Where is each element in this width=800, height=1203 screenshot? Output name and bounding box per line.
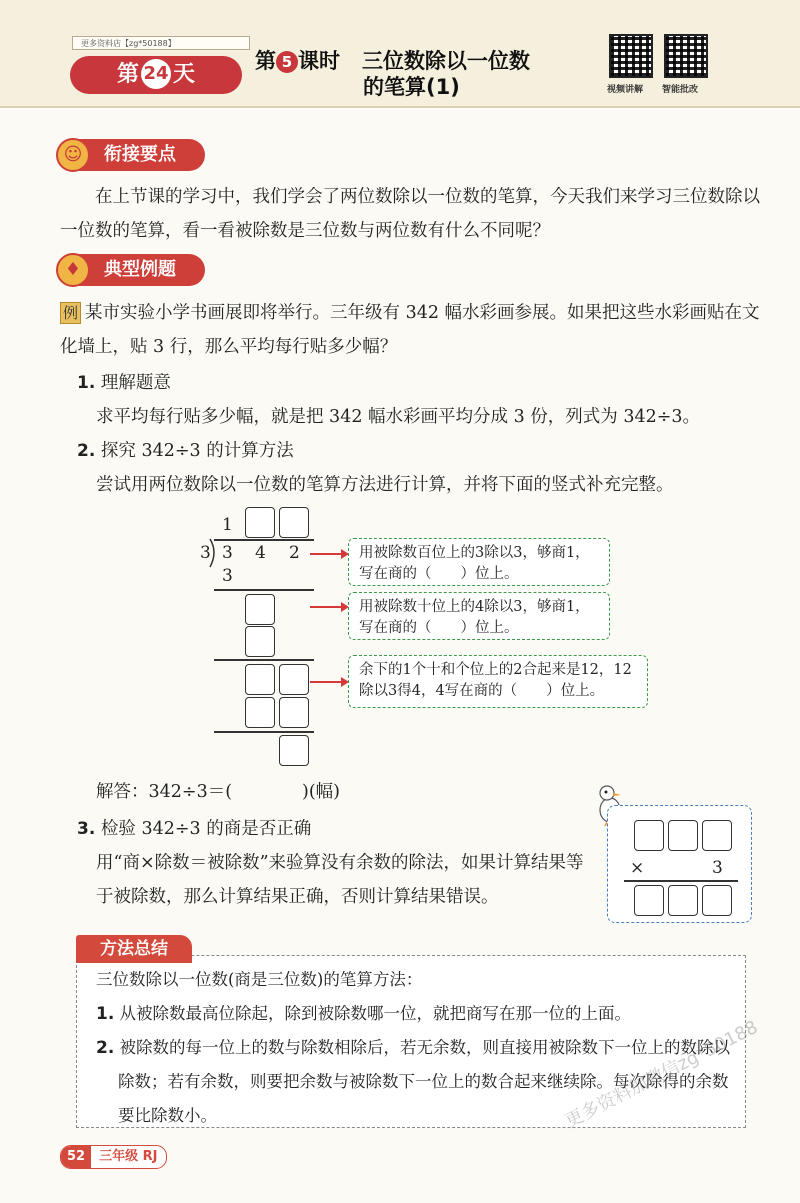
step-1-title: 理解题意 <box>100 373 171 393</box>
grade-label <box>91 1146 165 1168</box>
qr-caption-video: 视频讲解 <box>607 85 644 95</box>
shop-label: 更多资料店【zg*50188】 <box>72 36 250 50</box>
example-text: 某市实验小学书画展即将举行。三年级有 342 幅水彩画参展。如果把这些水彩画贴在文化墙上，贴 3 行，那么平均每行贴多少幅？ <box>60 303 760 357</box>
remainder-box-tens[interactable] <box>245 664 275 695</box>
step-1-text: 求平均每行贴多少幅，就是把 342 幅水彩画平均分成 3 份，列式为 342÷3。 <box>96 407 701 427</box>
intro-paragraph: 在上节课的学习中，我们学会了两位数除以一位数的笔算，今天我们来学习三位数除以一位数的笔算，看一看被除数是三位数与两位数有什么不同呢？ <box>60 187 760 241</box>
step-1-heading <box>77 366 171 400</box>
check-box-2[interactable] <box>668 820 698 851</box>
callout-tens: 用被除数十位上的4除以3，够商1，写在商的（ ）位上。 <box>348 592 610 640</box>
title-line1: 三位数除以一位数 <box>361 49 530 73</box>
method-item-2-number: 2. <box>96 1038 115 1058</box>
day-badge <box>70 56 242 94</box>
step-3-number: 3. <box>77 819 96 839</box>
callout-ones: 余下的1个十和个位上的2合起来是12，12除以3得4，4写在商的（ ）位上。 <box>348 655 648 708</box>
step-3-title: 检验 342÷3 的商是否正确 <box>100 819 312 839</box>
qr-code-video[interactable] <box>609 34 653 78</box>
arrow-2 <box>310 606 342 608</box>
day-suffix: 天 <box>173 62 196 87</box>
first-product: 3 <box>222 566 233 586</box>
day-prefix: 第 <box>116 62 139 87</box>
remainder-box-ones[interactable] <box>279 664 309 695</box>
check-multiplier: 3 <box>712 858 723 878</box>
line-3 <box>214 731 314 733</box>
bag-icon: ♦ <box>56 253 90 287</box>
section-badge-examples: 典型例题 <box>60 254 205 286</box>
line-2 <box>214 659 314 661</box>
step-2-text: 尝试用两位数除以一位数的笔算方法进行计算，并将下面的竖式补充完整。 <box>96 475 674 495</box>
title-line2: 的笔算(1) <box>363 75 460 99</box>
dividend-hundreds: 3 <box>222 543 233 563</box>
check-box-1[interactable] <box>634 820 664 851</box>
page-footer-badge <box>60 1145 167 1169</box>
division-bracket <box>208 538 220 568</box>
product-box-tens[interactable] <box>245 697 275 728</box>
header-divider <box>0 106 800 108</box>
check-line <box>624 880 738 882</box>
day-number: 24 <box>141 59 171 89</box>
lesson-suffix: 课时 <box>298 49 340 73</box>
grade-text: 三年级 <box>99 1149 139 1164</box>
quotient-hundreds: 1 <box>222 515 233 535</box>
method-item-1 <box>96 997 736 1031</box>
step-2-number: 2. <box>77 441 96 461</box>
qr-caption-grading: 智能批改 <box>662 85 699 95</box>
callout-hundreds: 用被除数百位上的3除以3，够商1，写在商的（ ）位上。 <box>348 538 610 586</box>
dividend-ones: 2 <box>289 543 300 563</box>
step-1-number: 1. <box>77 373 96 393</box>
example-tag: 例 <box>60 302 81 324</box>
final-remainder-box[interactable] <box>279 735 309 766</box>
division-bar <box>214 539 314 541</box>
method-summary-tag: 方法总结 <box>76 935 192 963</box>
check-box-3[interactable] <box>702 820 732 851</box>
quotient-box-tens[interactable] <box>245 507 275 538</box>
quotient-box-ones[interactable] <box>279 507 309 538</box>
check-result-box-2[interactable] <box>668 885 698 916</box>
watermark: 更多资料加微信zg*50188 <box>561 1016 762 1133</box>
lesson-title <box>255 48 595 100</box>
step-3-text: 用“商×除数＝被除数”来验算没有余数的除法，如果计算结果等于被除数，那么计算结果正确，否则计算结果错误。 <box>96 853 584 907</box>
section-badge-key-points: 衔接要点 <box>60 139 205 171</box>
method-intro: 三位数除以一位数(商是三位数)的笔算方法： <box>96 970 423 989</box>
method-item-1-number: 1. <box>96 1004 115 1024</box>
line-1 <box>214 589 314 591</box>
page-number: 52 <box>61 1146 91 1168</box>
method-item-2-text: 被除数的每一位上的数与除数相除后，若无余数，则直接用被除数下一位上的数除以除数；若有余数，则要把余数与被除数下一位上的数合起来继续除。每次除得的余数要比除数小。 <box>118 1038 731 1125</box>
divisor: 3 <box>200 543 211 563</box>
lesson-prefix: 第 <box>255 49 276 73</box>
example-problem <box>60 296 760 364</box>
remainder-box-1[interactable] <box>245 594 275 625</box>
multiply-sign: × <box>630 858 645 878</box>
lesson-number: 5 <box>276 51 298 73</box>
method-item-1-text: 从被除数最高位除起，除到被除数哪一位，就把商写在那一位的上面。 <box>119 1004 632 1023</box>
check-result-box-1[interactable] <box>634 885 664 916</box>
edition-text: RJ <box>142 1149 158 1164</box>
arrow-3 <box>310 681 342 683</box>
mascot-icon: ☺ <box>56 138 90 172</box>
step-2-title: 探究 342÷3 的计算方法 <box>100 441 294 461</box>
qr-code-grading[interactable] <box>664 34 708 78</box>
step-2-heading <box>77 434 294 468</box>
arrow-1 <box>310 553 342 555</box>
product-box-2[interactable] <box>245 626 275 657</box>
answer-line: 解答：342÷3＝( )(幅) <box>96 782 341 802</box>
step-3-heading <box>77 812 311 846</box>
product-box-ones[interactable] <box>279 697 309 728</box>
check-result-box-3[interactable] <box>702 885 732 916</box>
dividend-tens: 4 <box>255 543 266 563</box>
